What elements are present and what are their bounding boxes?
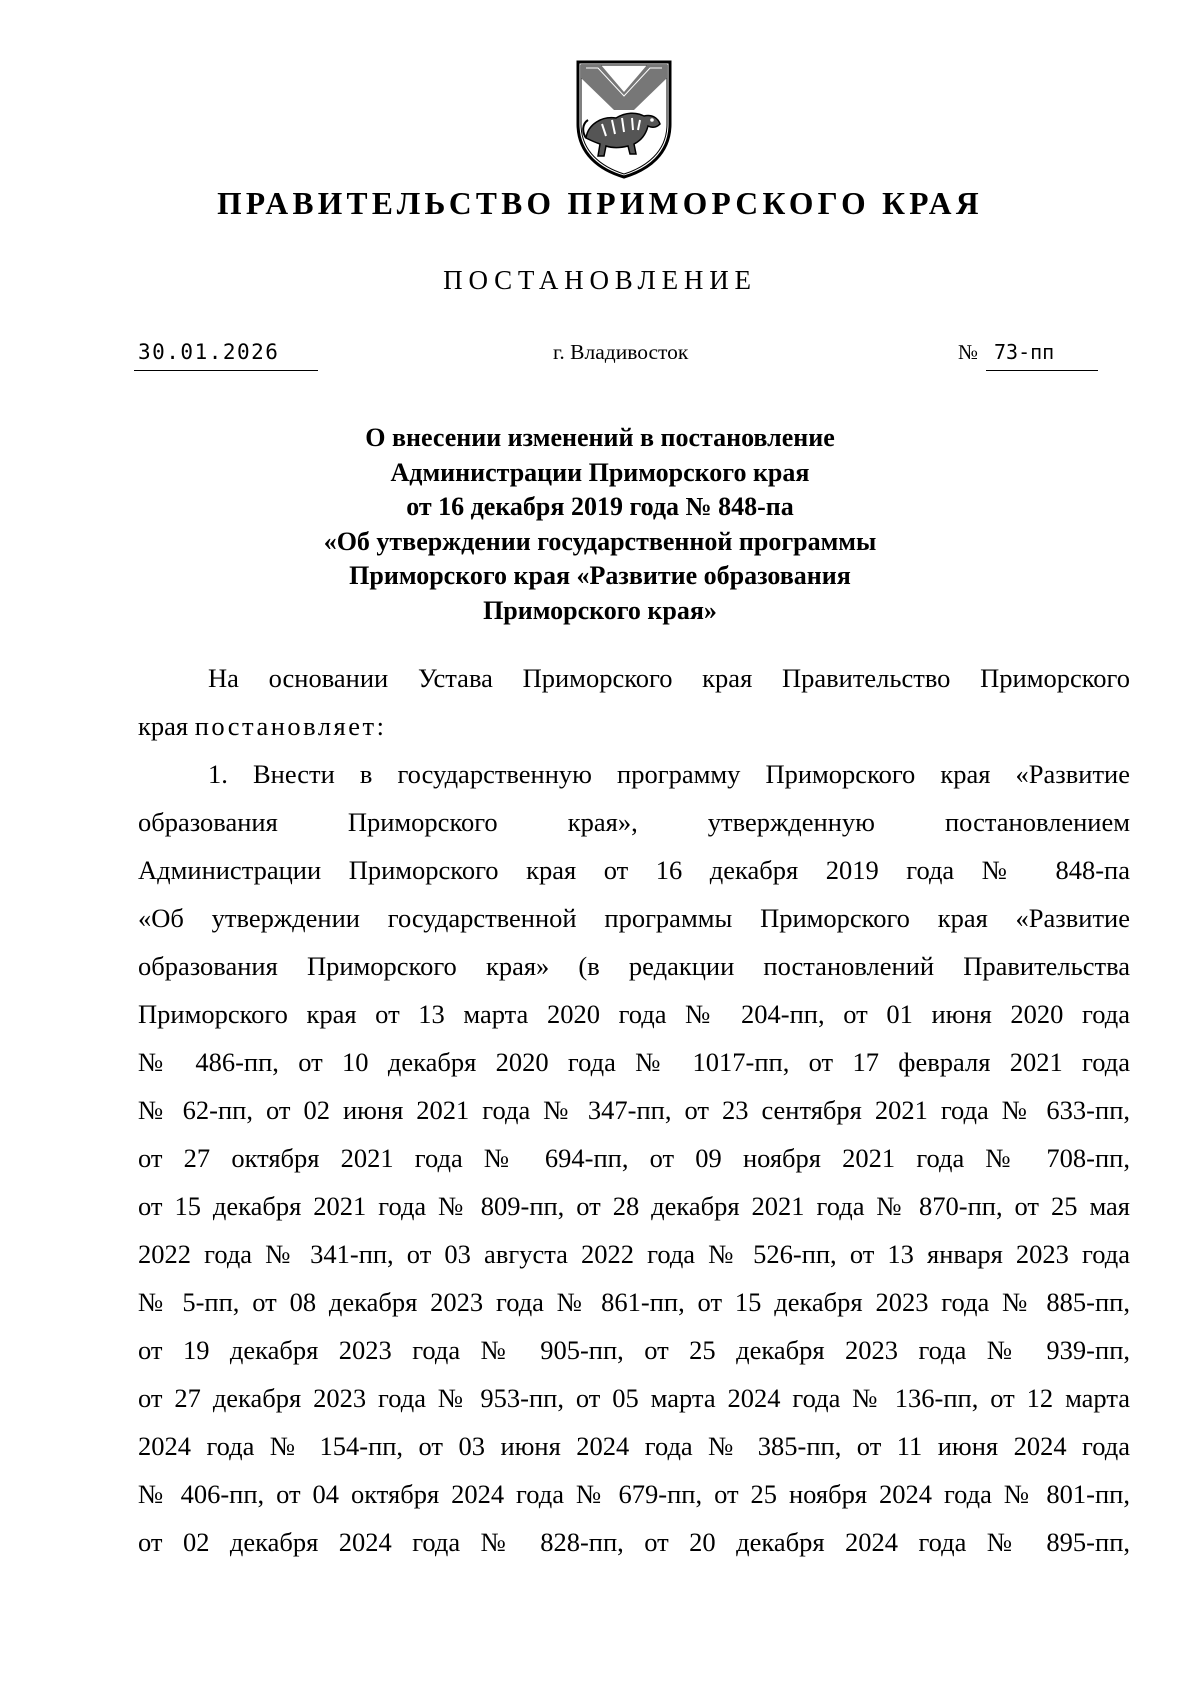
item-1-line: образования Приморского края», утвержденную постановлением [138,807,1130,837]
document-type: ПОСТАНОВЛЕНИЕ [443,265,757,295]
item-1-line: Приморского края от 13 марта 2020 года № 204-пп, от 01 июня 2020 года [138,999,1130,1029]
heading-line: Приморского края «Развитие образования [349,561,851,590]
heading-line: О внесении изменений в постановление [365,423,835,452]
item-1-line: 1. Внести в государственную программу Приморского края «Развитие [208,759,1130,789]
government-title: ПРАВИТЕЛЬСТВО ПРИМОРСКОГО КРАЯ [217,186,983,221]
item-1-line: 2024 года № 154-пп, от 03 июня 2024 года № 385-пп, от 11 июня 2024 года [138,1431,1130,1461]
item-1-line: Администрации Приморского края от 16 декабря 2019 года № 848-па [138,855,1130,885]
item-1-line: № 5-пп, от 08 декабря 2023 года № 861-пп, от 15 декабря 2023 года № 885-пп, [138,1287,1130,1317]
heading-line: от 16 декабря 2019 года № 848-па [406,492,794,521]
heading-line: Администрации Приморского края [390,457,810,487]
decree-number-label: № [958,340,979,364]
decree-body [138,654,1130,1566]
decree-number [986,334,1098,371]
item-1-line: 2022 года № 341-пп, от 03 августа 2022 года № 526-пп, от 13 января 2023 года [138,1239,1130,1269]
item-1-line: «Об утверждении государственной программы Приморского края «Развитие [138,903,1130,933]
decree-heading [0,421,1200,628]
item-1-line: от 19 декабря 2023 года № 905-пп, от 25 декабря 2023 года № 939-пп, [138,1335,1130,1365]
preamble-line: На основании Устава Приморского края Правительство Приморского [208,663,1130,693]
item-1-line: от 27 декабря 2023 года № 953-пп, от 05 марта 2024 года № 136-пп, от 12 марта [138,1383,1130,1413]
resolves-word: постановляет: [194,711,387,741]
item-1-line: от 15 декабря 2021 года № 809-пп, от 28 декабря 2021 года № 870-пп, от 25 мая [138,1191,1130,1221]
primorsky-krai-coat-of-arms-icon [572,58,676,180]
item-1-line: № 62-пп, от 02 июня 2021 года № 347-пп, от 23 сентября 2021 года № 633-пп, [138,1095,1130,1125]
preamble-prefix: края [138,711,195,741]
item-1-line: № 406-пп, от 04 октября 2024 года № 679-пп, от 25 ноября 2024 года № 801-пп, [138,1479,1130,1509]
decree-date [134,334,318,371]
decree-date-value: 30.01.2026 [138,340,280,364]
item-1-line: образования Приморского края» (в редакции постановлений Правительства [138,951,1130,981]
heading-line: Приморского края» [483,595,717,625]
heading-line: «Об утверждении государственной программы [323,526,877,556]
item-1-line: № 486-пп, от 10 декабря 2020 года № 1017-пп, от 17 февраля 2021 года [138,1047,1130,1077]
preamble-line [138,702,1130,750]
decree-number-value: 73-пп [994,340,1055,364]
item-1-line: от 02 декабря 2024 года № 828-пп, от 20 декабря 2024 года № 895-пп, [138,1527,1130,1557]
city: г. Владивосток [553,340,689,364]
item-1-line: от 27 октября 2021 года № 694-пп, от 09 ноября 2021 года № 708-пп, [138,1143,1130,1173]
